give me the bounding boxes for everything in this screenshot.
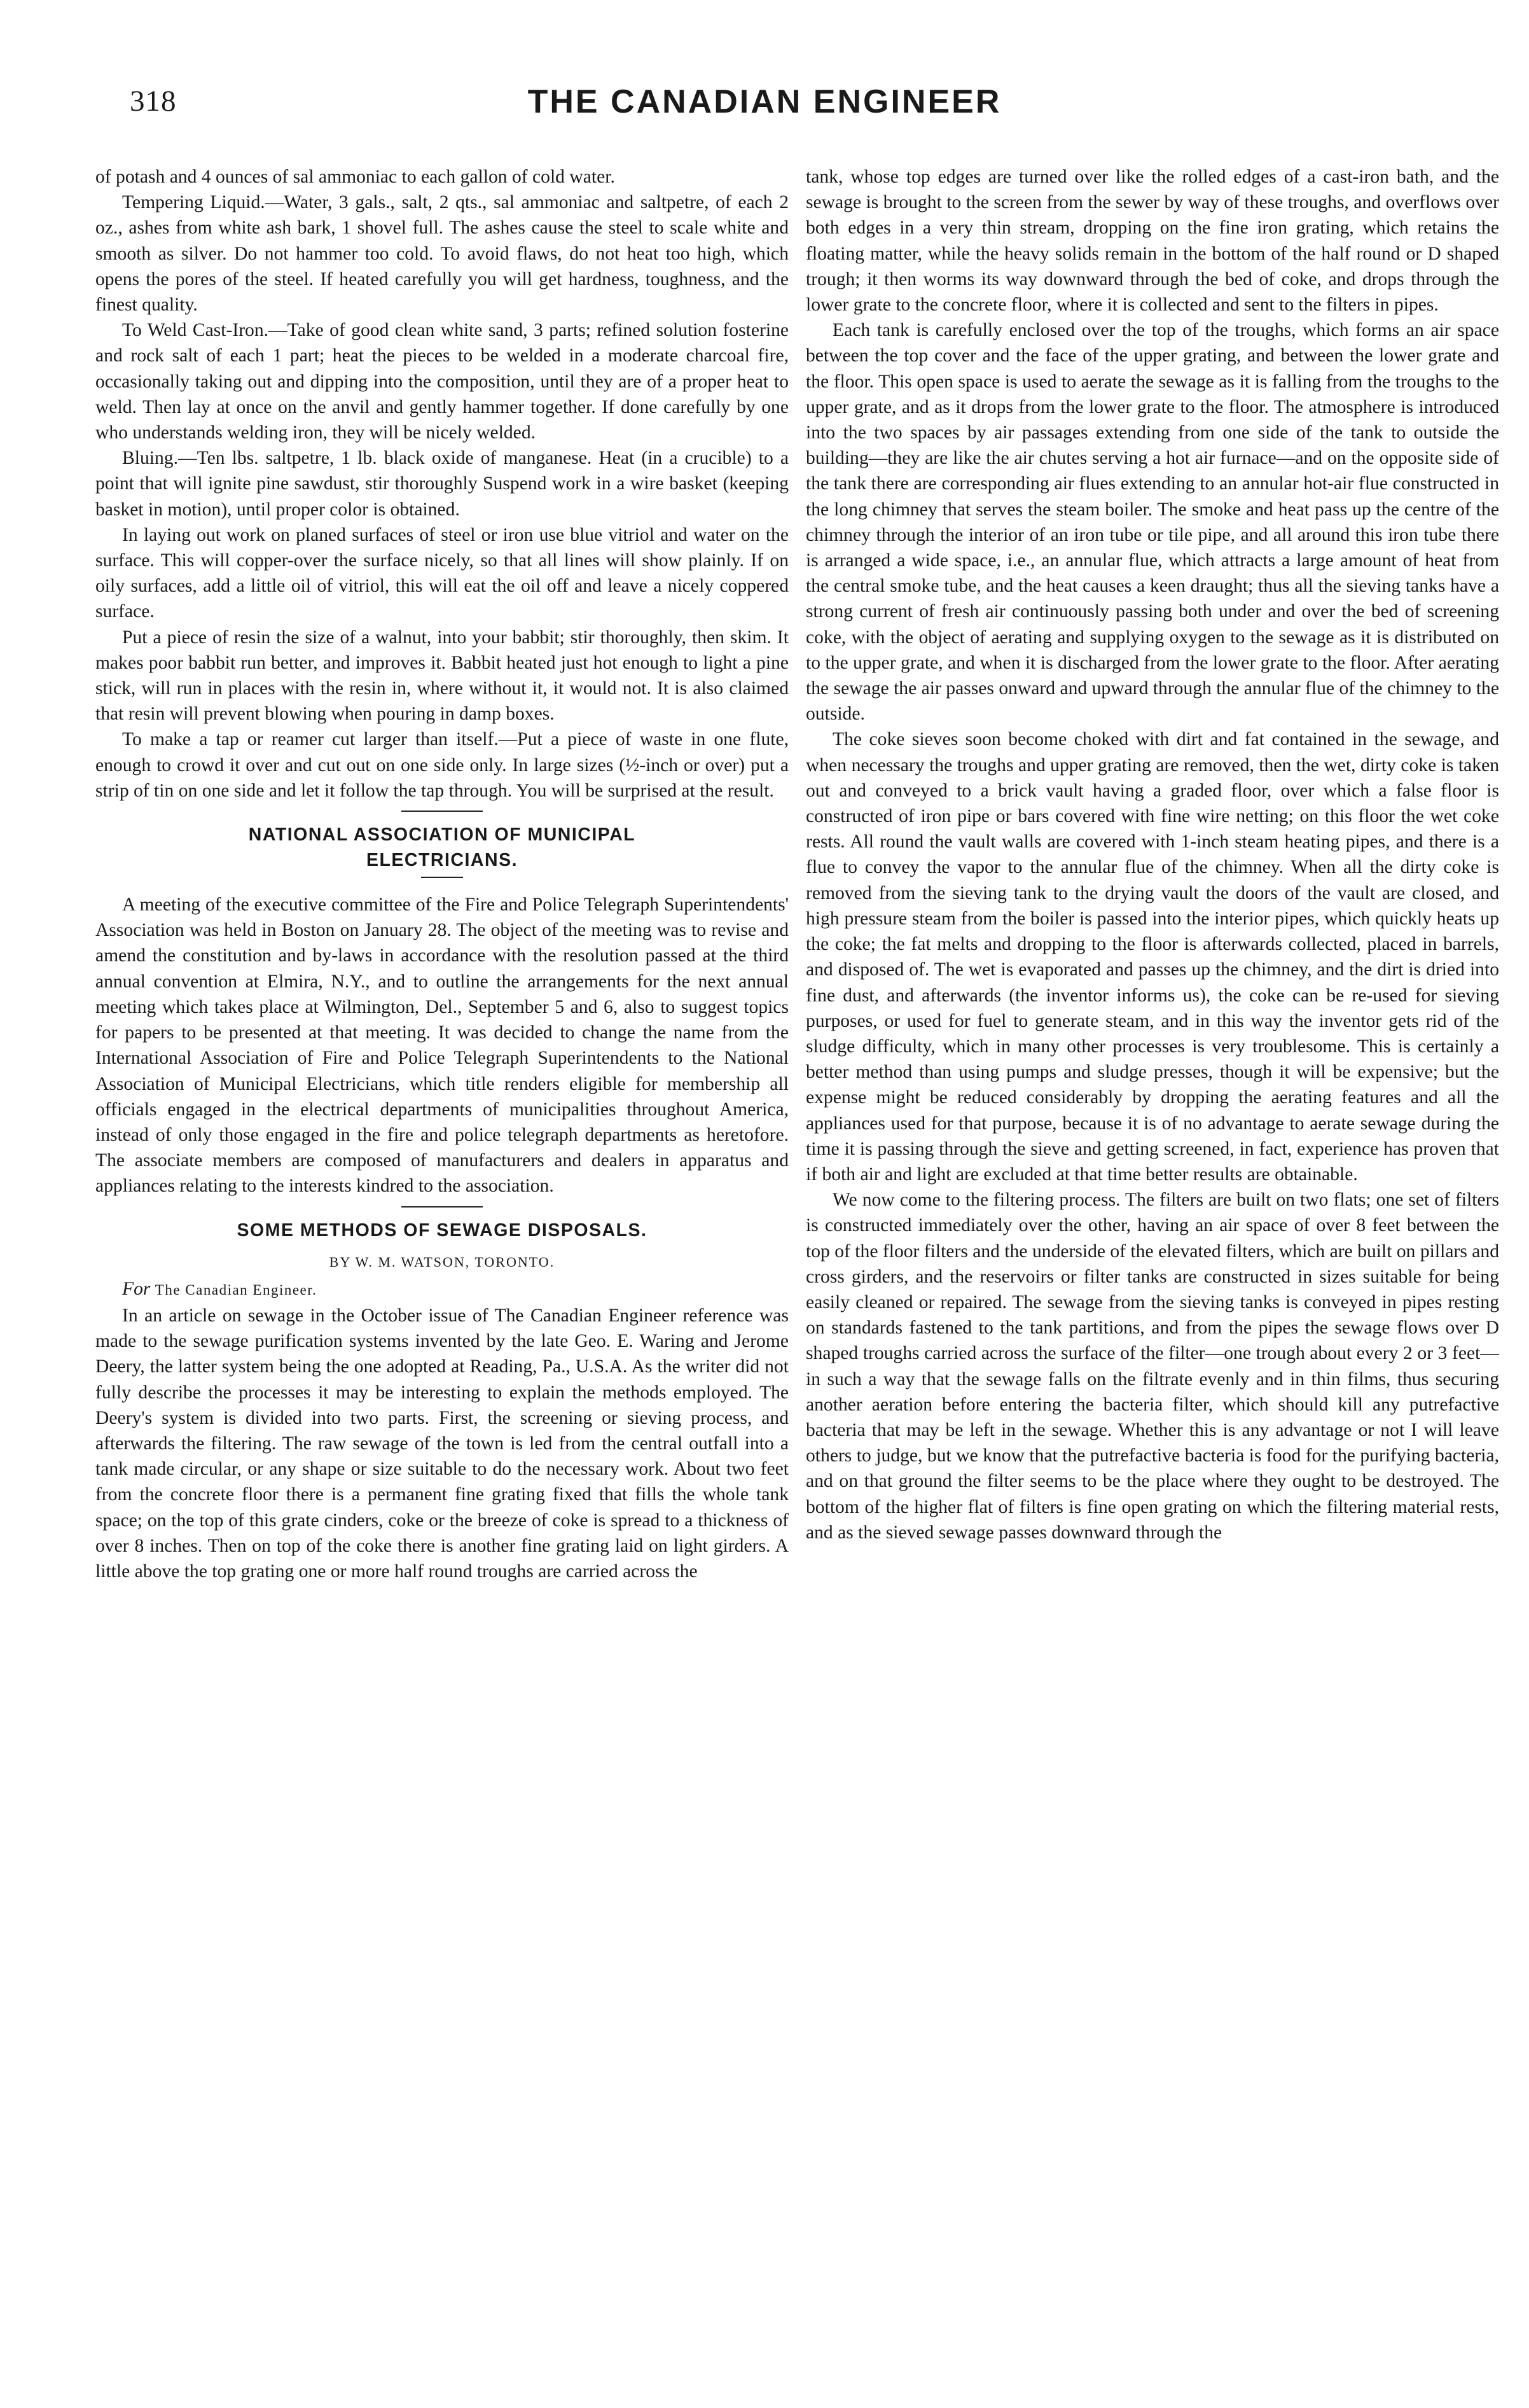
section-heading-line: NATIONAL ASSOCIATION OF MUNICIPAL <box>248 825 636 846</box>
byline: BY W. M. WATSON, TORONTO. <box>329 1253 555 1270</box>
paragraph: of potash and 4 ounces of sal ammoniac to each gallon of cold water. <box>95 167 615 187</box>
paragraph: Put a piece of resin the size of a walnut, into your babbit; stir thoroughly, then skim. It makes poor babbit run better, and improves it. Babbit heated just hot enough to light a pine stick, will run in places with the resin in, where without it, it would not. It is also claimed that resin will prevent blowing when pouring in damp boxes. <box>95 627 789 725</box>
section-heading: SOME METHODS OF SEWAGE DISPOSALS. <box>237 1220 647 1241</box>
paragraph: tank, whose top edges are turned over like the rolled edges of a cast-iron bath, and the sewage is brought to the screen from the sewer by way of these troughs, and overflows over both edges in a very thin stream, dropping on the fine iron grating, which retains the floating matter, while the heavy solids remain in the bottom of the half round or D shaped trough; it then worms its way downward through the bed of coke, and drops through the lower grate to the concrete floor, where it is collected and sent to the filters in pipes. <box>806 167 1499 316</box>
source-credit <box>95 1276 789 1303</box>
paragraph: To make a tap or reamer cut larger than itself.—Put a piece of waste in one flute, enough to crowd it over and cut out on one side only. In large sizes (½-inch or over) put a strip of tin on one side and let it follow the tap through. You will be surprised at the result. <box>95 729 789 801</box>
section-divider <box>401 811 483 812</box>
paragraph: The coke sieves soon become choked with dirt and fat contained in the sewage, and when necessary the troughs and upper grating are removed, then the wet, dirty coke is taken out and conveyed to a brick vault having a graded floor, over which a false floor is constructed of iron pipe or bars covered with fine wire netting; on this floor the wet coke rests. All round the vault walls are covered with 1-inch steam heating pipes, and there is a flue to convey the vapor to the annular flue of the chimney. When all the dirty coke is removed from the sieving tank to the drying vault the doors of the vault are closed, and high pressure steam from the boiler is passed into the interior pipes, which quickly heats up the coke; the fat melts and dropping to the floor is afterwards collected, placed in barrels, and disposed of. The wet is evaporated and passes up the chimney, and the dirt is dried into fine dust, and afterwards (the inventor informs us), the coke can be re-used for sieving purposes, or used for fuel to generate steam, and in this way the inventor gets rid of the sludge difficulty, which in many other processes is very troublesome. This is certainly a better method than using pumps and sludge presses, though it will be expensive; but the expense might be reduced considerably by dropping the aerating features and all the appliances used for that purpose, because it is of no advantage to aerate sewage during the time it is passing through the sieve and getting screened, in fact, experience has proven that if both air and light are excluded at that time better results are obtainable. <box>806 729 1499 1185</box>
paragraph: Tempering Liquid.—Water, 3 gals., salt, 2 qts., sal ammoniac and saltpetre, of each 2 oz., ashes from white ash bark, 1 shovel full. The ashes cause the steel to scale white and smooth as silver. Do not hammer too cold. To avoid flaws, do not heat too high, which opens the pores of the steel. If heated carefully you will get hardness, toughness, and the finest quality. <box>95 192 789 316</box>
credit-for: For <box>122 1278 151 1299</box>
right-column <box>806 164 1499 1545</box>
paragraph: We now come to the filtering process. The filters are built on two flats; one set of filters is constructed immediately over the other, having an air space of over 8 feet between the top of the floor filters and the underside of the elevated filters, which are built on pillars and cross girders, and the reservoirs or filter tanks are constructed in sizes suitable for being easily cleaned or repaired. The sewage from the sieving tanks is conveyed in pipes resting on standards fastened to the tank partitions, and from the pipes the sewage flows over D shaped troughs carried across the surface of the filter—one trough about every 2 or 3 feet—in such a way that the sewage falls on the filtrate evenly and in thin films, thus securing another aeration before entering the bacteria filter, which should kill any putrefactive bacteria that may be left in the sewage. Whether this is any advantage or not I will leave others to judge, but we know that the putrefactive bacteria is food for the purifying bacteria, and on that ground the filter seems to be the place where they ought to be destroyed. The bottom of the higher flat of filters is fine open grating on which the filtering material rests, and as the sieved sewage passes downward through the <box>806 1190 1499 1543</box>
section-divider <box>401 1206 483 1207</box>
paragraph: Each tank is carefully enclosed over the top of the troughs, which forms an air space between the top cover and the face of the upper grating, and between the lower grate and the floor. This open space is used to aerate the sewage as it is falling from the troughs to the upper grate, and as it drops from the lower grate to the floor. The atmosphere is introduced into the two spaces by air passages extending from one side of the tank to outside the building—they are like the air chutes serving a hot air furnace—and on the opposite side of the tank there are corresponding air flues extending to an annular hot-air flue constructed in the long chimney that serves the steam boiler. The smoke and heat pass up the centre of the chimney through the interior of an iron tube or tile pipe, and all around this iron tube there is arranged a wide space, i.e., an annular flue, which attracts a large amount of heat from the central smoke tube, and the heat causes a keen draught; thus all the sieving tanks have a strong current of fresh air continuously passing both under and over the bed of screening coke, with the object of aerating and supplying oxygen to the sewage as it is distributed on to the upper grate, and when it is discharged from the lower grate to the floor. After aerating the sewage the air passes onward and upward through the annular flue of the chimney to the outside. <box>806 320 1499 725</box>
section-heading <box>95 822 789 873</box>
left-column <box>95 164 789 1584</box>
paragraph: To Weld Cast-Iron.—Take of good clean white sand, 3 parts; refined solution fosterine and rock salt of each 1 part; heat the pieces to be welded in a moderate charcoal fire, occasionally taking out and dipping into the composition, until they are of a proper heat to weld. Then lay at once on the anvil and gently hammer together. If done carefully by one who understands welding iron, they will be nicely welded. <box>95 320 789 443</box>
paragraph: In laying out work on planed surfaces of steel or iron use blue vitriol and water on the surface. This will copper-over the surface nicely, so that all lines will show plainly. If on oily surfaces, add a little oil of vitriol, this will eat the oil off and leave a nicely coppered surface. <box>95 524 789 622</box>
heading-rule <box>421 877 463 878</box>
running-head: THE CANADIAN ENGINEER <box>527 83 1002 120</box>
credit-source: The Canadian Engineer. <box>155 1281 317 1298</box>
paragraph: Bluing.—Ten lbs. saltpetre, 1 lb. black oxide of manganese. Heat (in a crucible) to a point that will ignite pine sawdust, stir thoroughly Suspend work in a wire basket (keeping basket in motion), until proper color is obtained. <box>95 448 789 520</box>
page-number: 318 <box>130 85 177 118</box>
paragraph: In an article on sewage in the October issue of The Canadian Engineer reference was made to the sewage purification systems invented by the late Geo. E. Waring and Jerome Deery, the latter system being the one adopted at Reading, Pa., U.S.A. As the writer did not fully describe the processes it may be interesting to explain the methods employed. The Deery's system is divided into two parts. First, the screening or sieving process, and afterwards the filtering. The raw sewage of the town is led from the central outfall into a tank made circular, or any shape or size suitable to do the necessary work. About two feet from the concrete floor there is a permanent fine grating fixed that fills the whole tank space; on the top of this grate cinders, coke or the breeze of coke is spread to a thickness of over 8 inches. Then on top of the coke there is another fine grating laid on light girders. A little above the top grating one or more half round troughs are carried across the <box>95 1305 789 1582</box>
paragraph: A meeting of the executive committee of the Fire and Police Telegraph Superintendents' Association was held in Boston on January 28. The object of the meeting was to revise and amend the constitution and by-laws in accordance with the resolution passed at the third annual convention at Elmira, N.Y., and to outline the arrangements for the next annual meeting which takes place at Wilmington, Del., September 5 and 6, also to suggest topics for papers to be presented at that meeting. It was decided to change the name from the International Association of Fire and Police Telegraph Superintendents to the National Association of Municipal Electricians, which title renders eligible for membership all officials engaged in the electrical departments of municipalities throughout America, instead of only those engaged in the fire and police telegraph departments as heretofore. The associate members are composed of manufacturers and dealers in apparatus and appliances relating to the interests kindred to the association. <box>95 894 789 1197</box>
section-heading-line: ELECTRICIANS. <box>366 850 518 871</box>
